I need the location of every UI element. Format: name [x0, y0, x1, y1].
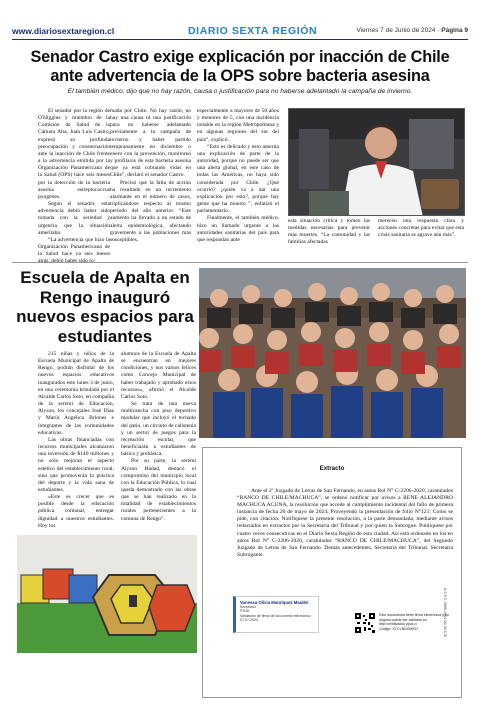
- paragraph: Se trata de una nueva multicancha con piso deportivo modular que incluyó el techado del patio, un circuito de calistenia y un sector de juegos para la recreación escolar, que beneficiarán a estudiantes de básica y prebásica.: [121, 401, 196, 458]
- students-group-photo: [199, 268, 466, 438]
- signer-name: Vanessa Olivia Manriquez Maulén: [240, 600, 309, 605]
- qr-note: Este documento tiene firma electrónica y su original puede ser validado en http://verificadoc.pjud.cl: [379, 613, 449, 627]
- page-header: [12, 26, 468, 40]
- paragraph: «Este es crecer que es posible desde la educación pública comunal, entregar dignidad a nuestros estudiantes. Hoy los: [38, 494, 114, 529]
- paragraph: Según el senador, esta advertencia debió haber sido tomada con la seriedad y urgencia que la situación ameritaba.: [38, 201, 110, 236]
- paragraph: mada por Chile. No hay razón, no hay una causa ni una justificación para no haberse adelantado previamente a la campaña de invierno y haber partido tempranamente en diciembre o enero con la prevención, monitoreo y profilaxis de esta bacteria asesina que ya está cobrando vidas en Chile”, declaró el senador Castro.: [110, 108, 191, 179]
- issue-date: Viernes 7 de Junio de 2024 ·: [356, 27, 440, 34]
- paragraph: alumnos de la Escuela de Apalta se encuentran en mejores condiciones, y nos vamos felices como Concejo Municipal de haber trabajado y aprobado estos recursos», afirmó el Alcalde Carlos Soto.: [121, 351, 196, 400]
- paragraph: Precisó que la falta de acción ha resultado en un incremento alarmante en el número de casos, triplicándose respecto al mismo período del año anterior. “Este aumento ha llevado a un estado de alerta epidemiológica, afectando gravemente a las poblaciones más susceptibles,: [110, 179, 191, 243]
- date-page: [356, 27, 468, 34]
- section-divider: [12, 262, 468, 263]
- article1-column-2: [110, 108, 191, 244]
- signer-unit: PJUD: [240, 609, 250, 614]
- paragraph: merecen una respuesta clara y acciones concretas para evitar que esta crisis sanitaria se agrave aún más”.: [378, 218, 464, 239]
- article1-headline: Senador Castro exige explicación por inacción de Chile ante advertencia de la OPS sobre bacteria asesina: [30, 48, 450, 85]
- playground-illustration: [17, 535, 197, 653]
- article1-column-1: [38, 108, 110, 265]
- qr-caption: [379, 613, 455, 631]
- paragraph: Finalmente, el también médico, hizo un llamado urgente a las autoridades sanitarias del país para que respondan ante: [197, 215, 279, 243]
- qr-code-icon[interactable]: [355, 613, 375, 633]
- paragraph: El senador por la región de O'Higgins y miembro de la Comisión de Salud de la Cámara Alta, Juan Luis Castro, expresó su profunda preocupación y consternación ante la inacción de Chile frente a la advertencia emitida por la Organización Panamericana de la Salud (OPS) hace seis meses por la detección de la bacteria asesina estreptococcus pyogenes.: [38, 108, 110, 200]
- paragraph: Por su parte, la seremi Alyson Hadad, destacó el compromiso del municipio local con la Educación Pública, lo cual queda demostrado con las obras que se han realizado en la totalidad de establecimientos rurales pertenecientes a la comuna de Rengo”.: [121, 458, 196, 522]
- qr-code-id: Código: XTCLNNGMKH: [379, 626, 418, 631]
- paragraph: “La advertencia que hizo la Organización Panamericana de la Salud hace ya seis meses: [38, 236, 110, 258]
- legal-notice-title: Extracto: [319, 465, 345, 472]
- paragraph: 215 niñas y niños de la Escuela Municipal de Apalta de Rengo, podrán disfrutar de los nuevos espacios educativos inaugurados este lunes 3 de junio, en una ceremonia brindada por el Alcalde Carlos Soto, en compañía de la seremi de Educación, Alyson, los concejales José Díaz y María Angélica Briones e integrantes de las comunidades educativas.: [38, 351, 114, 436]
- paragraph: esta situación crítica y tomen las medidas necesarias para prevenir más muertes. “La comunidad y las familias afectadas: [288, 218, 370, 246]
- side-code: A.S.F.C. 0806-2024-00-30 C-B: [443, 588, 447, 637]
- legal-notice-body: [237, 488, 453, 559]
- page-number: Página 9: [441, 27, 468, 34]
- senator-photo: [288, 108, 465, 216]
- paragraph: especialmente a mayores de 50 años y menores de 5, con una incidencia notable en la región Metropolitana y en algunas regiones del sur del país”, explicó.: [197, 108, 279, 143]
- article1-column-5: [378, 218, 464, 239]
- header-rule: [12, 39, 468, 40]
- article1-column-3: [197, 108, 279, 244]
- site-url[interactable]: www.diariosextaregion.cl: [12, 26, 115, 36]
- article1-column-4: [288, 218, 370, 247]
- playground-photo: [17, 535, 197, 653]
- article2-column-1: [38, 351, 114, 530]
- e-signature-block: [233, 596, 319, 633]
- senator-photo-illustration: [289, 109, 465, 216]
- article2-headline: Escuela de Apalta en Rengo inauguró nuevos espacios para estudiantes: [16, 268, 194, 346]
- paragraph: “Esto es delicado y esto amerita una explicación de parte de la autoridad, porque no puede ser que una alerta global, en este caso de todas las Américas, no haya sido considerada por Chile. ¿Qué ocurrió? ¿quién va a dar una explicación por esto?, porque hay gente que ha muerto ”, enfatizó el parlamentario.: [197, 143, 279, 215]
- students-photo-illustration: [199, 268, 466, 438]
- article1-subtitle: El también médico, dijo que no hay razón, causa o justificación para no haberse adelantado la campaña de invierno.: [67, 88, 413, 95]
- article2-column-2: [121, 351, 196, 523]
- signer-role: Secretario: [240, 605, 256, 609]
- signature-note: Validación de firma de documento electrónico 07-07-2024: [240, 613, 311, 623]
- legal-notice-box: [202, 447, 462, 698]
- newspaper-name: DIARIO SEXTA REGIÓN: [188, 25, 318, 37]
- paragraph: Las obras financiadas con recursos municipales alcanzaron una inversión de $140 millones y no sólo mejoran el aspecto estético del establecimiento rural; sino que promoverán la práctica del deporte y la vida sana de estudiantes.: [38, 436, 114, 493]
- legal-notice-text: Ante el 2º Juzgado de Letras de San Fernando, en autos Rol N° C-2206-2020, caratulados “BANCO DE CHILE/MACHUCA”, se ordenó notificar por avisos a RENE ALEJANDRO MACHUCA ACUNA, la resolución que accede al cumplimiento incidental del fallo de primera instancia de fecha 20 de mayo de 2024; Proveyendo la presentación de folio N°121: Como se pide, con citación. Notifíquese la presente resolución, a la parte demandada, mediante avisos redactados en extractos por la Secretaria del Tribunal y por quien la Subrogue. Publíquese por cuatro veces consecutivas en el Diario Sexta Región de esta ciudad. Así está ordenado en los en autos Rol N° C-2206-2020, caratulados “BANCO DE CHILE/MACHUCA”, del Segundo Juzgado de Letras de San Fernando. Demás antecedentes, Secretaria del Tribunal. Secretaria Subrogante.: [237, 488, 453, 558]
